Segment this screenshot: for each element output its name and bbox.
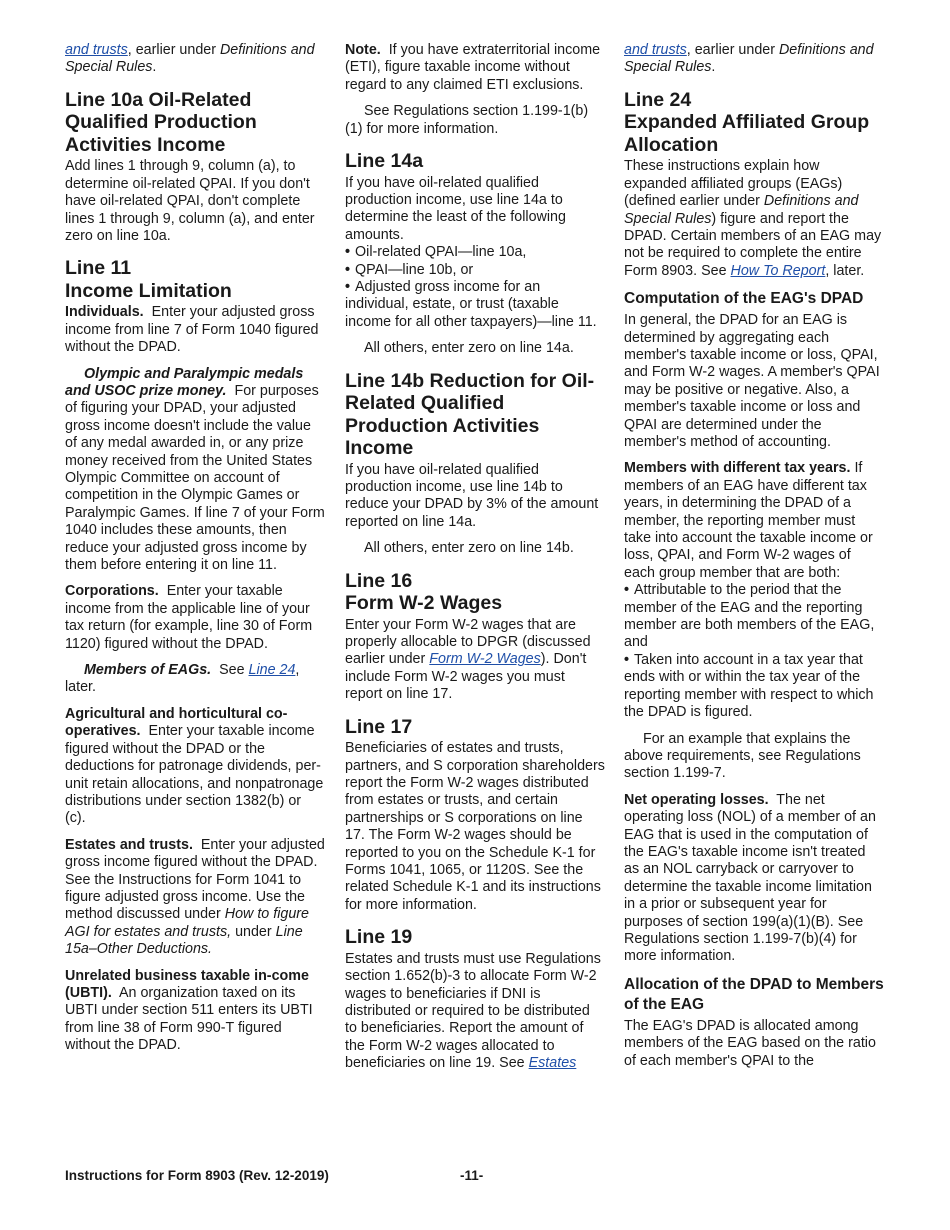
individuals-paragraph: Individuals. Enter your adjusted gross income from line 7 of Form 1040 figured without the DPAD. bbox=[65, 304, 319, 356]
nol-paragraph: Net operating losses. The net operating loss (NOL) of a member of an EAG that is used in the computation of the EAG's taxable income isn't treated as an NOL carryback or carryover to determine the taxable income limitation in a prior or subsequent year for purposes of section 199(a)(1)(B). See Regulations section 1.199-7(b)(4) for more information. bbox=[624, 791, 876, 965]
heading-line-19: Line 19 bbox=[345, 926, 413, 949]
members-of-eags-paragraph: Members of EAGs. See Line 24, later. bbox=[65, 662, 300, 696]
page-number: -11- bbox=[460, 1168, 484, 1183]
computation-text: In general, the DPAD for an EAG is determined by aggregating each member's taxable income or loss, QPAI, and Form W-2 wages. A member's QPAI may be positive or negative. Also, a member's taxable income or loss and QPAI are determined under the member's method of accounting. bbox=[624, 312, 880, 450]
line-14a-bullet-list bbox=[345, 244, 605, 331]
line-16-text: Enter your Form W-2 wages that are properly allocable to DPGR (discussed earlier under Form W-2 Wages). Don't include Form W-2 wages you must report on line 17. bbox=[345, 616, 591, 703]
and-trusts-link[interactable]: and trusts bbox=[65, 42, 128, 58]
line-17-text: Beneficiaries of estates and trusts, partners, and S corporation shareholders report the Form W-2 wages distributed from estates or trusts, and certain partnerships or S corporations on line 17. The Form W-2 wages should be reported to you on the Schedule K-1 for Forms 1041, 1065, or 1120S. See the related Schedule K-1 and its instructions for more information. bbox=[345, 740, 605, 913]
list-item: • Taken into account in a tax year that ends with or within the tax year of the reporting member with respect to which the DPAD is figured. bbox=[624, 652, 884, 722]
others-14a-paragraph: All others, enter zero on line 14a. bbox=[364, 340, 574, 357]
heading-line-11: Line 11 Income Limitation bbox=[65, 257, 232, 302]
heading-line-24: Line 24 Expanded Affiliated Group Allocation bbox=[624, 88, 870, 156]
list-item: • QPAI—line 10b, or bbox=[345, 262, 605, 279]
estates-trusts-paragraph: Estates and trusts. Enter your adjusted gross income figured without the DPAD. See the Instructions for Form 1041 to figure adjusted gross income. Use the method discussed under How to figure AGI for estates and trusts, under Line 15a–Other Deductions. bbox=[65, 836, 325, 958]
form-w2-wages-link[interactable]: Form W-2 Wages bbox=[429, 651, 541, 668]
tax-years-bullet-list bbox=[624, 582, 884, 721]
and-trusts-link[interactable]: and trusts bbox=[624, 42, 687, 58]
heading-line-14b: Line 14b Reduction for Oil-Related Qualified Production Activities Income bbox=[345, 369, 595, 460]
agricultural-cooperatives-paragraph: Agricultural and horticultural co-operatives. Enter your taxable income figured without the DPAD or the deductions for patronage dividends, per-unit retain allocations, and nonpatronage distributions under section 1382(b) or (c). bbox=[65, 705, 324, 827]
different-tax-years-paragraph: Members with different tax years. If members of an EAG have different tax years, in determining the DPAD of a member, the reporting member must take into account the taxable income or loss, QPAI, and Form W-2 wages of each group member that are both: bbox=[624, 460, 873, 581]
heading-line-10a: Line 10a Oil-Related Qualified Production Activities Income bbox=[65, 88, 257, 156]
allocation-text: The EAG's DPAD is allocated among members of the EAG based on the ratio of each member's QPAI to the bbox=[624, 1017, 876, 1069]
heading-computation-eag-dpad: Computation of the EAG's DPAD bbox=[624, 290, 864, 308]
continuation-paragraph: and trusts, earlier under Definitions and Special Rules. bbox=[624, 42, 874, 76]
heading-allocation-dpad: Allocation of the DPAD to Members of the EAG bbox=[624, 975, 884, 1013]
line-24-link[interactable]: Line 24 bbox=[248, 662, 296, 679]
ubti-paragraph: Unrelated business taxable in-come (UBTI). An organization taxed on its UBTI under section 511 enters its UBTI from line 38 of Form 990-T figured without the DPAD. bbox=[65, 967, 313, 1054]
continuation-paragraph: and trusts, earlier under Definitions and Special Rules. bbox=[65, 42, 315, 76]
corporations-paragraph: Corporations. Enter your taxable income from the applicable line of your tax return (for example, line 30 of Form 1120) figured without the DPAD. bbox=[65, 583, 313, 652]
regulations-paragraph: See Regulations section 1.199-1(b)(1) for more information. bbox=[345, 103, 589, 137]
heading-line-14a: Line 14a bbox=[345, 150, 424, 173]
list-item: • Attributable to the period that the member of the EAG and the reporting member are both members of the EAG, and bbox=[624, 582, 884, 652]
how-to-report-link[interactable]: How To Report bbox=[730, 262, 826, 279]
column-left bbox=[65, 42, 325, 1064]
olympic-paragraph: Olympic and Paralympic medals and USOC prize money. For purposes of figuring your DPAD, your adjusted gross income doesn't include the value of any medal awarded in, or any prize money received from the United States Olympic Committee on account of competition in the Olympic Games or Paralympic Games. If line 7 of your Form 1040 includes these amounts, then reduce your adjusted gross income by them before entering it on line 11. bbox=[65, 365, 325, 574]
heading-line-16: Line 16 Form W-2 Wages bbox=[345, 569, 503, 615]
column-middle bbox=[345, 42, 605, 1082]
column-right bbox=[624, 42, 884, 1079]
line-19-text: Estates and trusts must use Regulations section 1.652(b)-3 to allocate Form W-2 wages to beneficiaries if DNI is distributed or required to be distributed to beneficiaries. Report the amount of the Form W-2 wages allocated to beneficiaries on line 19. See Estates bbox=[345, 950, 601, 1072]
example-paragraph: For an example that explains the above requirements, see Regulations section 1.199-7. bbox=[624, 730, 861, 782]
note-paragraph: Note. If you have extraterritorial income (ETI), figure taxable income without regard to any claimed ETI exclusions. bbox=[345, 42, 601, 93]
footer-form-title: Instructions for Form 8903 (Rev. 12-2019) bbox=[65, 1168, 329, 1183]
estates-link[interactable]: Estates bbox=[528, 1055, 577, 1072]
list-item: • Adjusted gross income for an individual, estate, or trust (taxable income for all other taxpayers)—line 11. bbox=[345, 279, 605, 331]
list-item: • Oil-related QPAI—line 10a, bbox=[345, 244, 605, 261]
others-14b-paragraph: All others, enter zero on line 14b. bbox=[364, 540, 574, 557]
line-14a-text: If you have oil-related qualified production income, use line 14a to determine the least of the following amounts. bbox=[345, 174, 566, 243]
line-24-text: These instructions explain how expanded affiliated groups (EAGs) (defined earlier under Definitions and Special Rules) figure and report the DPAD. Certain members of an EAG may not be required to complete the entire Form 8903. See How To Report, later. bbox=[624, 158, 882, 279]
heading-line-17: Line 17 bbox=[345, 715, 413, 738]
line-14b-text: If you have oil-related qualified production income, use line 14b to reduce your DPAD by 3% of the amount reported on line 14a. bbox=[345, 461, 599, 530]
line-10a-text: Add lines 1 through 9, column (a), to determine oil-related QPAI. If you don't have oil-related QPAI, don't complete lines 1 through 9, column (a), and enter zero on line 10a. bbox=[65, 158, 315, 244]
